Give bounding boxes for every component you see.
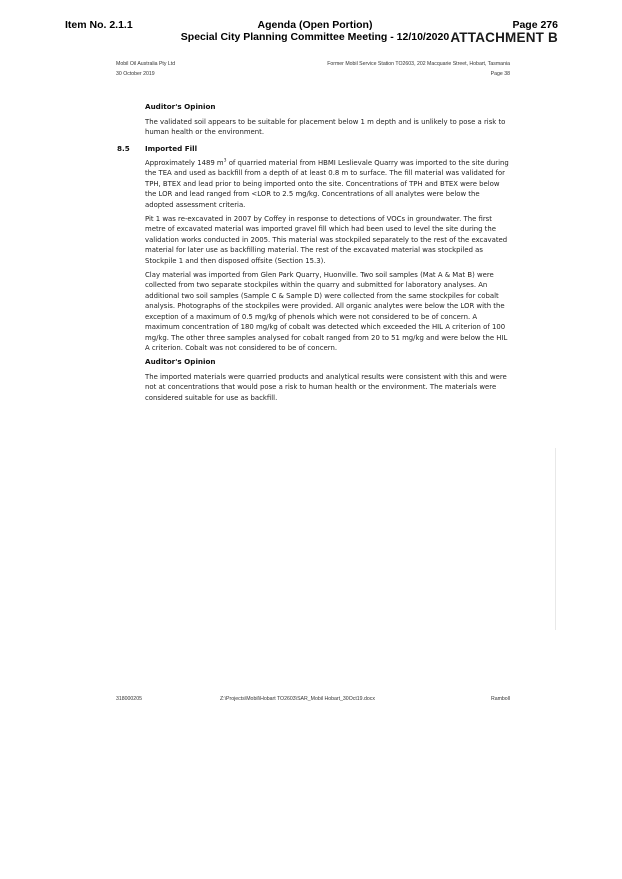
footer-project-number: 318000205 — [116, 696, 142, 702]
auditor-opinion-text: The validated soil appears to be suitable for placement below 1 m depth and is unlikely to pose a risk to human health or the environment. — [145, 118, 506, 137]
imported-fill-paragraph-3: Clay material was imported from Glen Park Quarry, Huonville. Two soil samples (Mat A & Mat B) were collected from two separate stockpiles within the quarry and submitted for laboratory analyses. An additional two soil samples (Sample C & Sample D) were collected from the same stockpiles for cobalt analysis. Photographs of the stockpiles were provided. All organic analytes were below the LOR with the exception of a maximum of 0.5 mg/kg of phenols which were not considered to be of concern. A maximum concentration of 180 mg/kg of cobalt was detected which exceeded the HIL A criterion of 100 mg/kg. The other three samples analysed for cobalt ranged from 20 to 51 mg/kg and were below the HIL A criterion. Cobalt was not considered to be of concern. — [145, 271, 508, 352]
imported-fill-paragraph-1 — [145, 158, 510, 210]
para1-rest: of quarried material from HBMI Leslievale Quarry was imported to the site during the TEA and used as backfill from a depth of at least 0.8 m to surface. The fill material was validated for TPH, BTEX and lead prior to being imported onto the site. Concentrations of TPH and BTEX were below the LOR and lead ranged from <LOR to 2.5 mg/kg. Concentrations of all analytes were below the adopted assessment criteria. — [145, 159, 509, 209]
para1-start: Approximately 1489 m — [145, 159, 224, 167]
section-title: Imported Fill — [145, 144, 198, 153]
report-page: Page 38 — [490, 71, 510, 77]
report-date: 30 October 2019 — [116, 71, 155, 77]
imported-fill-paragraph-2: Pit 1 was re-excavated in 2007 by Coffey in response to detections of VOCs in groundwater. The first metre of excavated material was imported gravel fill which had been used to level the site during the validation works conducted in 2005. This material was stockpiled separately to the rest of the excavated material for later use as backfilling material. The rest of the excavated material was stockpiled as Stockpile 1 and then disposed offsite (Section 15.3). — [145, 215, 508, 265]
section-body — [145, 158, 510, 407]
report-site: Former Mobil Service Station TO2603, 202 Macquarie Street, Hobart, Tasmania — [327, 61, 510, 67]
imported-fill-opinion-text: The imported materials were quarried products and analytical results were consistent with this and were not at concentrations that would pose a risk to human health or the environment. The materials were considered suitable for use as backfill. — [145, 372, 507, 402]
agenda-title — [160, 19, 470, 43]
agenda-title-line1: Agenda (Open Portion) — [257, 19, 373, 31]
agenda-page-number: Page 276 — [512, 19, 558, 31]
cubic-superscript: 3 — [223, 158, 227, 164]
auditor-opinion-heading: Auditor's Opinion — [145, 102, 216, 111]
report-company: Mobil Oil Australia Pty Ltd — [116, 61, 176, 67]
imported-fill-opinion-heading: Auditor's Opinion — [145, 357, 216, 367]
attachment-label: ATTACHMENT B — [450, 30, 558, 45]
agenda-title-line2: Special City Planning Committee Meeting - 12/10/2020 — [180, 31, 450, 43]
footer-file-path: Z:\Projects\Mobil\Hobart TO2603\SAR_Mobil Hobart_30Oct19.docx — [220, 696, 375, 702]
section-number: 8.5 — [117, 144, 130, 153]
item-number: Item No. 2.1.1 — [65, 19, 133, 31]
scan-edge-line — [555, 448, 556, 630]
footer-company: Ramboll — [490, 696, 510, 702]
